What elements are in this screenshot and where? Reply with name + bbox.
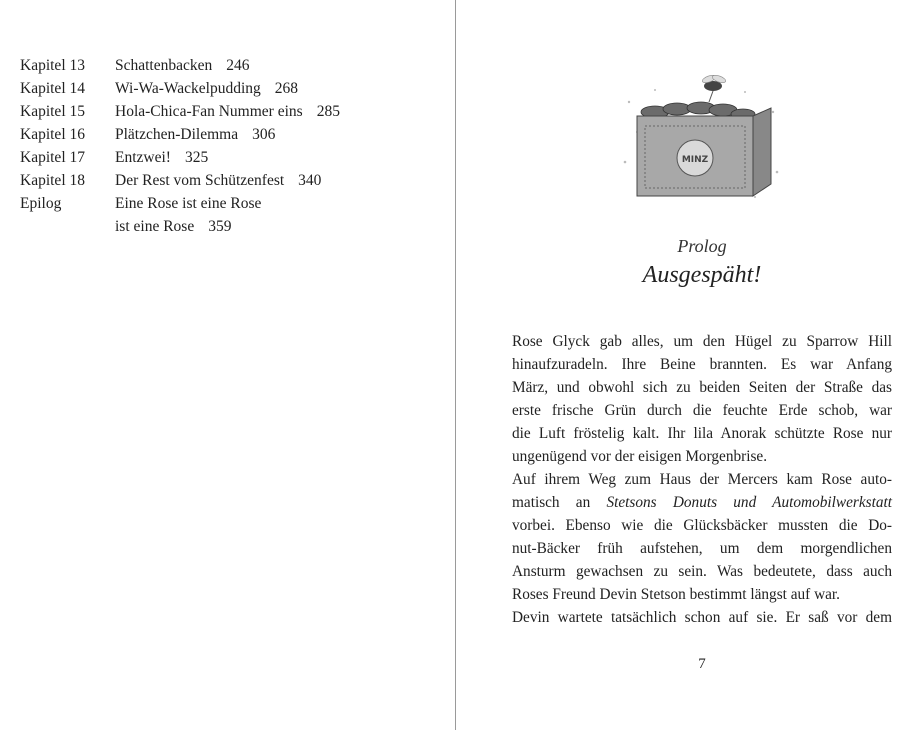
body-text-line	[512, 399, 892, 422]
toc-page-number: 325	[184, 149, 209, 166]
toc-page-number: 306	[252, 126, 276, 143]
body-text-line	[512, 514, 892, 537]
tin-label: MINZ	[681, 155, 709, 165]
text-segment: hinaufzuradeln. Ihre Beine brannten. Es war Anfang	[512, 356, 892, 373]
body-text-line	[512, 445, 892, 468]
body-text-line	[512, 606, 892, 629]
toc-entry	[20, 77, 440, 100]
toc-title-line: Der Rest vom Schützenfest 340	[115, 172, 322, 189]
toc-entry	[20, 123, 440, 146]
body-text-line	[512, 353, 892, 376]
toc-title-line: ist eine Rose 359	[115, 218, 232, 235]
toc-chapter-label: Kapitel 16	[20, 126, 85, 143]
text-segment: die Luft fröstelig kalt. Ihr lila Anorak schützte Rose nur	[512, 425, 892, 442]
cookie-tin-with-bee-icon	[615, 72, 785, 212]
text-segment: März, und obwohl sich zu beiden Seiten der Straße das	[512, 379, 892, 396]
toc-chapter-label: Kapitel 18	[20, 172, 85, 189]
table-of-contents	[20, 54, 440, 238]
prolog-label: Prolog	[677, 236, 727, 256]
toc-chapter-title	[115, 100, 440, 123]
toc-chapter-label: Epilog	[20, 195, 62, 212]
toc-chapter-label: Kapitel 17	[20, 149, 85, 166]
text-segment: Devin wartete tatsächlich schon auf sie. Er saß vor dem	[512, 609, 892, 626]
toc-chapter-label: Kapitel 15	[20, 103, 85, 120]
toc-page-number: 268	[274, 80, 299, 97]
text-segment: erste frische Grün durch die feuchte Erde schob, war	[512, 402, 892, 419]
toc-page-number: 285	[316, 103, 340, 120]
toc-title-line: Eine Rose ist eine Rose	[115, 195, 262, 212]
body-text-line	[512, 491, 892, 514]
text-segment: ungenügend vor der eisigen Morgenbrise.	[512, 448, 768, 465]
body-text-line	[512, 330, 892, 353]
text-segment: Auf ihrem Weg zum Haus der Mercers kam Rose auto-	[512, 471, 892, 488]
text-segment: matisch an	[512, 494, 607, 511]
toc-title-line: Hola-Chica-Fan Nummer eins 285	[115, 103, 340, 120]
toc-chapter-title	[115, 54, 440, 77]
toc-entry	[20, 192, 440, 238]
toc-title-line: Wi-Wa-Wackelpudding 268	[115, 80, 299, 97]
body-text-line	[512, 560, 892, 583]
toc-chapter-title	[115, 169, 440, 192]
toc-title-line: Schattenbacken 246	[115, 57, 250, 74]
body-text-line	[512, 422, 892, 445]
text-segment: Rose Glyck gab alles, um den Hügel zu Sparrow Hill	[512, 333, 892, 350]
body-text-line	[512, 583, 892, 606]
toc-title-line: Plätzchen-Dilemma 306	[115, 126, 276, 143]
toc-page-number: 340	[298, 172, 322, 189]
toc-chapter-title	[115, 77, 440, 100]
page-gutter-divider	[455, 0, 456, 730]
body-text-line	[512, 537, 892, 560]
toc-entry	[20, 169, 440, 192]
toc-page-number: 246	[226, 57, 250, 74]
text-segment: vorbei. Ebenso wie die Glücksbäcker mussten die Do-	[512, 517, 892, 534]
text-segment: Roses Freund Devin Stetson bestimmt längst auf war.	[512, 586, 841, 603]
text-segment: nut-Bäcker früh aufstehen, um dem morgendlichen	[512, 540, 892, 557]
toc-entry	[20, 100, 440, 123]
prolog-body-text	[512, 330, 892, 629]
toc-chapter-title	[115, 192, 440, 238]
body-text-line	[512, 376, 892, 399]
toc-entry	[20, 54, 440, 77]
toc-chapter-title	[115, 123, 440, 146]
prolog-title: Ausgespäht!	[642, 262, 762, 288]
italic-text-segment: Stetsons Donuts und Automobilwerkstatt	[606, 494, 892, 511]
body-text-line	[512, 468, 892, 491]
toc-title-line: Entzwei! 325	[115, 149, 209, 166]
toc-entry	[20, 146, 440, 169]
text-segment: Ansturm gewachsen zu sein. Was bedeutete, dass auch	[512, 563, 892, 580]
toc-chapter-label: Kapitel 14	[20, 80, 85, 97]
toc-page-number: 359	[208, 218, 232, 235]
toc-chapter-label: Kapitel 13	[20, 57, 85, 74]
toc-chapter-title	[115, 146, 440, 169]
page-number: 7	[698, 656, 706, 672]
